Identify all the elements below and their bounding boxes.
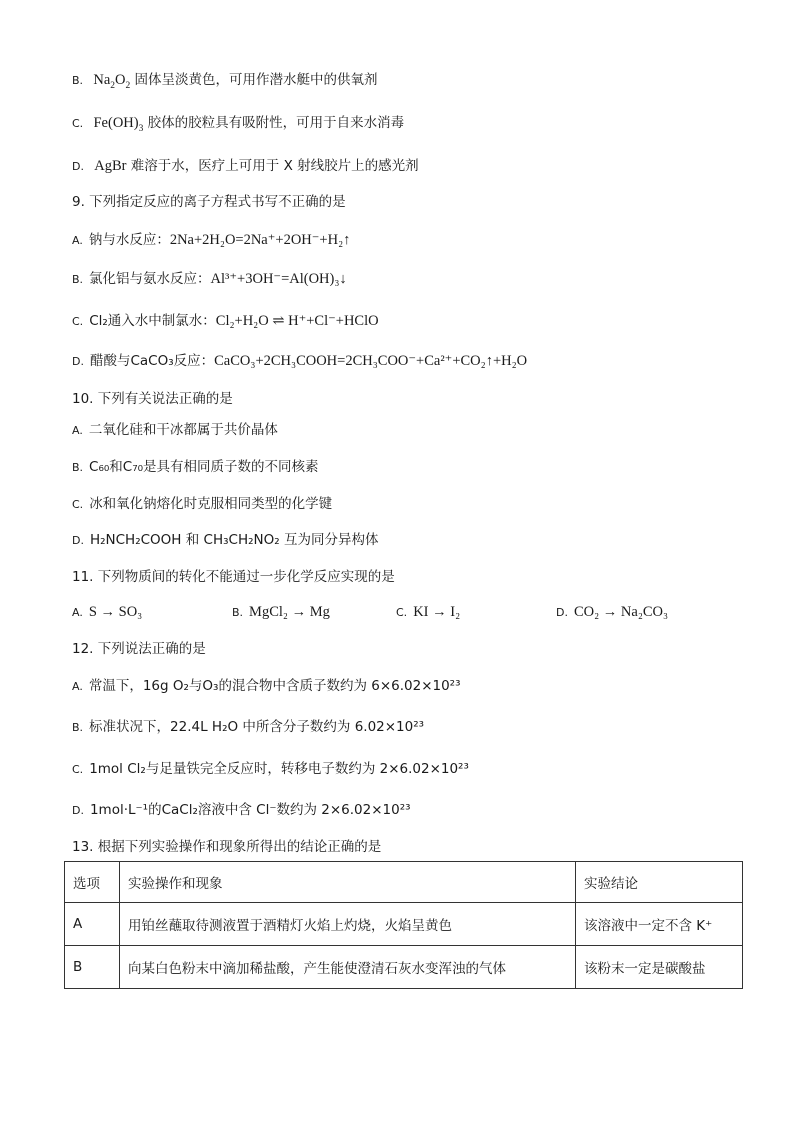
option-letter: C. [72,315,84,328]
option-text: 胶体的胶粒具有吸附性，可用于自来水消毒 [147,115,405,131]
option-letter: B. [232,606,244,619]
option-text: 二氧化硅和干冰都属于共价晶体 [88,422,278,438]
option-letter: C. [396,606,408,619]
q12-option-d [72,801,411,820]
q8-option-b [72,71,378,95]
equation: Al³⁺+3OH⁻=Al(OH)₃↓ [210,271,347,287]
table-cell: 向某白色粉末中滴加稀盐酸，产生能使澄清石灰水变浑浊的气体 [120,946,576,989]
option-letter: B. [72,721,84,734]
table-cell: 用铂丝蘸取待测液置于酒精灯火焰上灼烧，火焰呈黄色 [120,903,576,946]
option-letter: A. [72,234,83,247]
option-label: 醋酸与CaCO₃反应： [89,353,215,369]
option-text: MgCl₂ → Mg [249,604,330,620]
option-text: 标准状况下，22.4L H₂O 中所含分子数约为 6.02×10²³ [89,719,425,735]
option-letter: C. [72,763,84,776]
option-text: 固体呈淡黄色，可用作潜水艇中的供氧剂 [134,72,378,88]
option-label: 氯化铝与氨水反应： [89,271,211,287]
option-label: 钠与水反应： [88,232,170,248]
header-cell-conclusion: 实验结论 [576,862,743,903]
option-letter: D. [72,804,84,817]
table-cell: 该粉末一定是碳酸盐 [576,946,743,989]
q9-option-b [72,270,347,289]
option-text: 难溶于水，医疗上可用于 X 射线胶片上的感光剂 [130,158,419,174]
q10-option-a [72,421,278,440]
option-text: C₆₀和C₇₀是具有相同质子数的不同核素 [89,459,319,475]
q12-stem: 12. 下列说法正确的是 [72,641,206,657]
q13-table [64,861,743,989]
q9-option-a [72,231,350,250]
formula: AgBr [94,158,127,174]
table-row [65,946,743,989]
option-letter: C. [72,117,84,130]
table-cell: A [65,903,120,946]
option-letter: B. [72,74,84,87]
table-header-row [65,862,743,903]
option-letter: B. [72,273,84,286]
equation: CaCO₃+2CH₃COOH=2CH₃COO⁻+Ca²⁺+CO₂↑+H₂O [214,353,528,369]
q9-stem: 9. 下列指定反应的离子方程式书写不正确的是 [72,194,346,210]
option-letter: A. [72,680,83,693]
q10-option-b [72,458,319,477]
q8-option-d [72,157,419,176]
q9-option-d [72,352,527,371]
equation: Cl₂+H₂O ⇌ H⁺+Cl⁻+HClO [215,313,379,329]
option-letter: D. [556,606,568,619]
header-cell-option: 选项 [65,862,120,903]
q8-option-c [72,114,404,138]
formula: $Fe(OH)_3$ [93,115,144,134]
q11-option-a [72,603,142,622]
formula: $Na_2O_2$ [93,72,131,91]
option-letter: A. [72,424,83,437]
option-letter: B. [72,461,84,474]
q10-option-c [72,495,332,514]
option-text: KI → I₂ [413,604,461,620]
option-label: Cl₂通入水中制氯水： [89,313,216,329]
q12-option-b [72,718,424,737]
equation: 2Na+2H₂O=2Na⁺+2OH⁻+H₂↑ [169,232,351,248]
option-text: H₂NCH₂COOH 和 CH₃CH₂NO₂ 互为同分异构体 [89,532,379,548]
option-text: CO₂ → Na₂CO₃ [573,604,669,620]
option-text: 1mol·L⁻¹的CaCl₂溶液中含 Cl⁻数约为 2×6.02×10²³ [89,802,411,818]
q12-option-a [72,677,461,696]
option-text: 1mol Cl₂与足量铁完全反应时，转移电子数约为 2×6.02×10²³ [89,761,469,777]
table-row [65,903,743,946]
option-text: 冰和氧化钠熔化时克服相同类型的化学键 [89,496,333,512]
table-cell: 该溶液中一定不含 K⁺ [576,903,743,946]
option-letter: D. [72,160,84,173]
q13-stem: 13. 根据下列实验操作和现象所得出的结论正确的是 [72,839,382,855]
option-text: 常温下，16g O₂与O₃的混合物中含质子数约为 6×6.02×10²³ [88,678,461,694]
option-letter: D. [72,355,84,368]
option-text: S → SO₃ [88,604,143,620]
option-letter: D. [72,534,84,547]
option-letter: C. [72,498,84,511]
option-letter: A. [72,606,83,619]
q10-option-d [72,531,378,550]
q11-option-b [232,603,330,622]
q11-option-c [396,603,460,622]
q11-stem: 11. 下列物质间的转化不能通过一步化学反应实现的是 [72,569,395,585]
q12-option-c [72,760,469,779]
q9-option-c [72,312,379,331]
header-cell-operation: 实验操作和现象 [120,862,576,903]
table-cell: B [65,946,120,989]
q11-option-d [556,603,668,622]
q10-stem: 10. 下列有关说法正确的是 [72,391,233,407]
